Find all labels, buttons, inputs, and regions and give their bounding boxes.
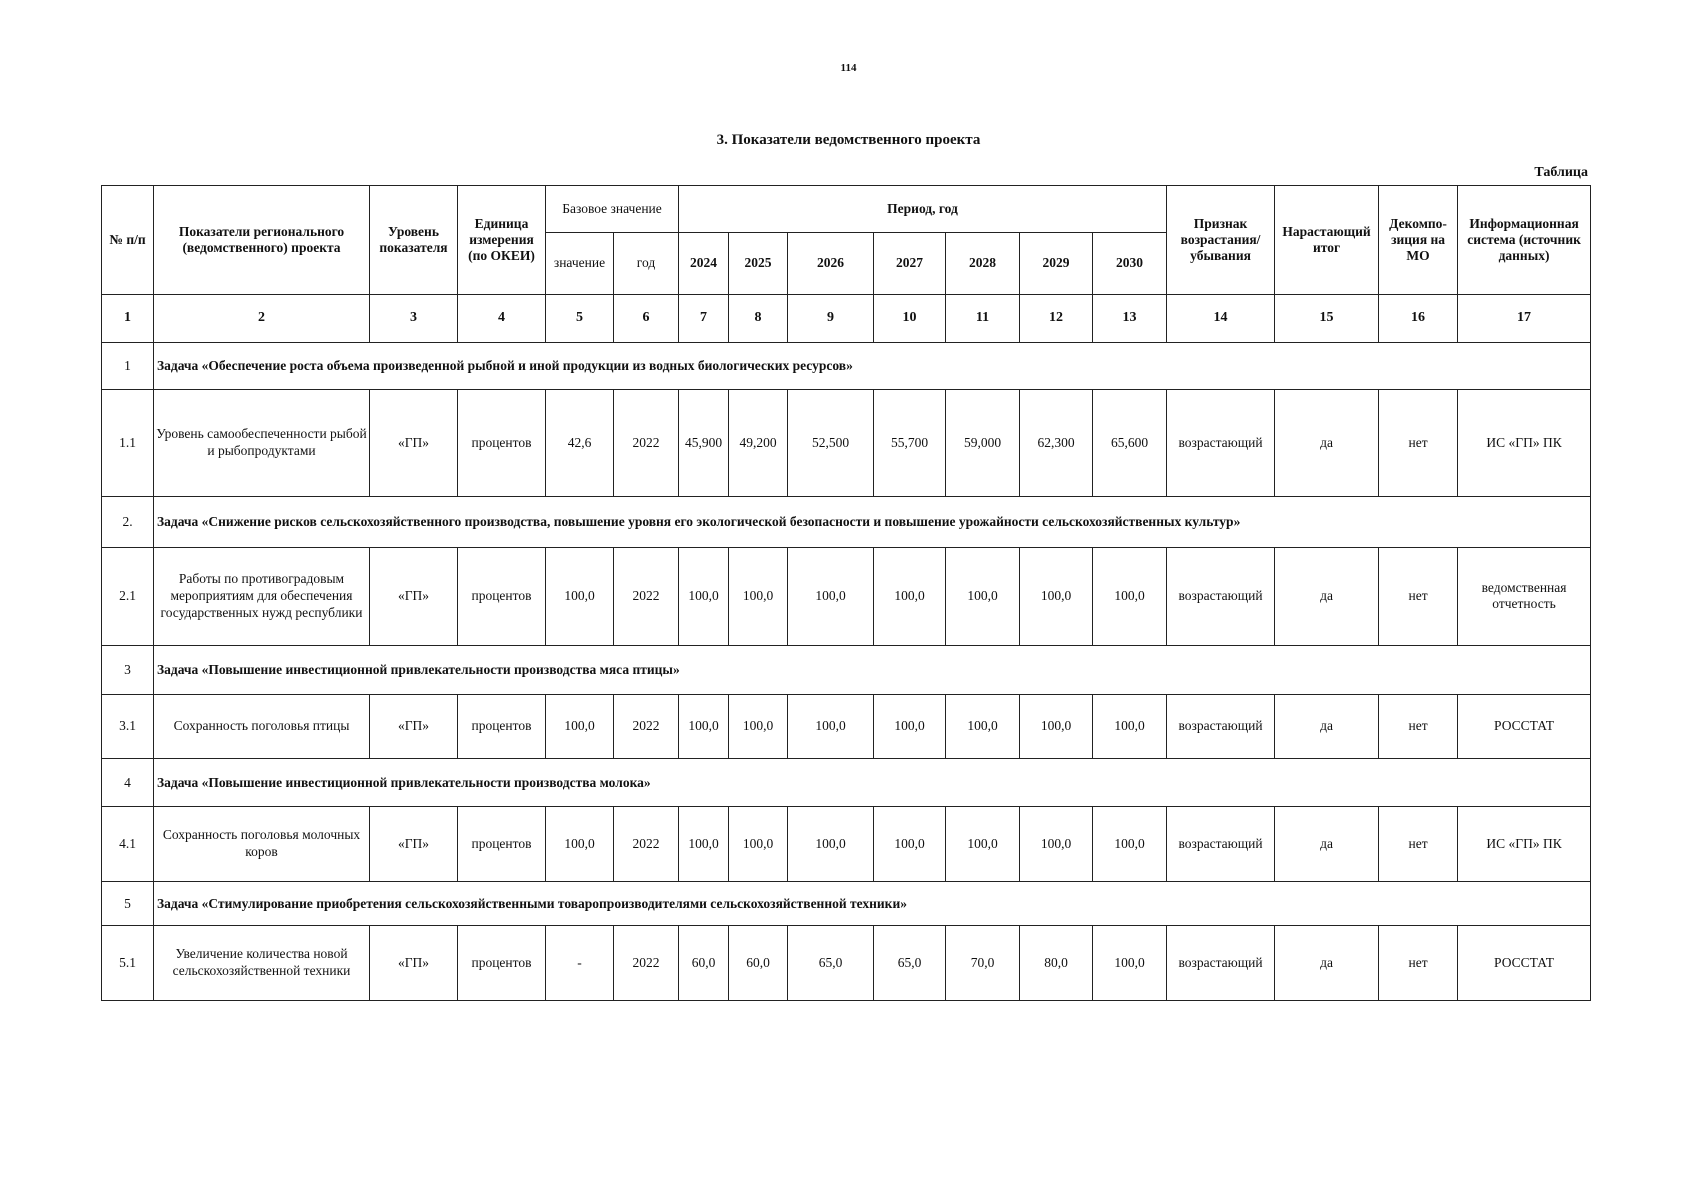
growth-sign: возрастающий [1167,807,1275,882]
indicator-unit: процентов [458,547,546,646]
year-value: 100,0 [946,694,1020,758]
year-value: 60,0 [679,926,729,1001]
cumulative-total: да [1275,926,1379,1001]
header-period: Период, год [679,186,1167,233]
info-system: ИС «ГП» ПК [1458,807,1591,882]
task-description: Задача «Обеспечение роста объема произведенной рыбной и иной продукции из водных биологических ресурсов» [154,343,1591,390]
decomposition: нет [1379,390,1458,497]
header-year: 2029 [1020,233,1093,294]
indicator-number: 4.1 [102,807,154,882]
indicator-unit: процентов [458,926,546,1001]
indicator-level: «ГП» [370,694,458,758]
header-base: Базовое значение [546,186,679,233]
year-value: 100,0 [874,547,946,646]
indicator-unit: процентов [458,807,546,882]
cumulative-total: да [1275,547,1379,646]
column-number: 13 [1093,294,1167,342]
column-number: 2 [154,294,370,342]
header-indicator: Показатели регионального (ведомственного) проекта [154,186,370,295]
indicator-row [102,390,1591,497]
year-value: 100,0 [729,547,788,646]
column-number-row [102,294,1591,342]
header-num: № п/п [102,186,154,295]
year-value: 65,0 [788,926,874,1001]
indicators-table [101,185,1591,1001]
growth-sign: возрастающий [1167,694,1275,758]
base-year: 2022 [614,547,679,646]
info-system: ведомственная отчетность [1458,547,1591,646]
task-row [102,759,1591,807]
base-value: 42,6 [546,390,614,497]
column-number: 17 [1458,294,1591,342]
year-value: 100,0 [1093,694,1167,758]
header-year: 2026 [788,233,874,294]
column-number: 7 [679,294,729,342]
task-row [102,646,1591,694]
task-row [102,343,1591,390]
indicator-row [102,807,1591,882]
task-number: 3 [102,646,154,694]
header-level: Уровень показателя [370,186,458,295]
column-number: 8 [729,294,788,342]
task-description: Задача «Повышение инвестиционной привлекательности производства молока» [154,759,1591,807]
growth-sign: возрастающий [1167,547,1275,646]
header-base-year: год [614,233,679,294]
header-year: 2028 [946,233,1020,294]
base-year: 2022 [614,390,679,497]
indicator-name: Сохранность поголовья молочных коров [154,807,370,882]
year-value: 100,0 [679,547,729,646]
year-value: 62,300 [1020,390,1093,497]
decomposition: нет [1379,547,1458,646]
indicator-number: 1.1 [102,390,154,497]
header-year: 2024 [679,233,729,294]
year-value: 100,0 [1020,547,1093,646]
year-value: 100,0 [1093,807,1167,882]
indicator-name: Сохранность поголовья птицы [154,694,370,758]
task-number: 5 [102,882,154,926]
growth-sign: возрастающий [1167,390,1275,497]
column-number: 6 [614,294,679,342]
info-system: РОССТАТ [1458,694,1591,758]
header-year: 2025 [729,233,788,294]
task-number: 1 [102,343,154,390]
task-row [102,882,1591,926]
task-number: 4 [102,759,154,807]
table-caption: Таблица [1534,165,1588,180]
indicator-row [102,547,1591,646]
base-value: 100,0 [546,694,614,758]
year-value: 49,200 [729,390,788,497]
column-number: 12 [1020,294,1093,342]
header-sign: Признак возрастания/ убывания [1167,186,1275,295]
indicator-unit: процентов [458,390,546,497]
indicator-number: 5.1 [102,926,154,1001]
base-value: 100,0 [546,807,614,882]
year-value: 70,0 [946,926,1020,1001]
year-value: 100,0 [946,547,1020,646]
column-number: 1 [102,294,154,342]
column-number: 4 [458,294,546,342]
decomposition: нет [1379,694,1458,758]
year-value: 45,900 [679,390,729,497]
year-value: 80,0 [1020,926,1093,1001]
page-number: 114 [840,62,857,74]
year-value: 100,0 [679,807,729,882]
cumulative-total: да [1275,807,1379,882]
year-value: 100,0 [788,547,874,646]
header-unit: Единица измерения (по ОКЕИ) [458,186,546,295]
base-year: 2022 [614,926,679,1001]
year-value: 100,0 [1020,807,1093,882]
year-value: 60,0 [729,926,788,1001]
indicator-number: 2.1 [102,547,154,646]
indicator-row [102,694,1591,758]
task-description: Задача «Повышение инвестиционной привлекательности производства мяса птицы» [154,646,1591,694]
info-system: РОССТАТ [1458,926,1591,1001]
info-system: ИС «ГП» ПК [1458,390,1591,497]
header-year: 2027 [874,233,946,294]
decomposition: нет [1379,926,1458,1001]
header-cumulative: Нарастающий итог [1275,186,1379,295]
task-number: 2. [102,497,154,547]
header-info-system: Информационная система (источник данных) [1458,186,1591,295]
indicator-level: «ГП» [370,926,458,1001]
year-value: 55,700 [874,390,946,497]
indicator-name: Увеличение количества новой сельскохозяйственной техники [154,926,370,1001]
section-title: 3. Показатели ведомственного проекта [716,132,981,148]
indicator-row [102,926,1591,1001]
indicator-level: «ГП» [370,390,458,497]
column-number: 9 [788,294,874,342]
header-year: 2030 [1093,233,1167,294]
column-number: 10 [874,294,946,342]
indicator-name: Уровень самообеспеченности рыбой и рыбопродуктами [154,390,370,497]
task-description: Задача «Снижение рисков сельскохозяйственного производства, повышение уровня его экологической безопасности и повышение урожайности сельскохозяйственных культур» [154,497,1591,547]
base-value: - [546,926,614,1001]
year-value: 100,0 [729,807,788,882]
column-number: 14 [1167,294,1275,342]
indicator-level: «ГП» [370,547,458,646]
indicator-level: «ГП» [370,807,458,882]
base-value: 100,0 [546,547,614,646]
header-base-value: значение [546,233,614,294]
column-number: 11 [946,294,1020,342]
header-row-top [102,186,1591,233]
column-number: 15 [1275,294,1379,342]
base-year: 2022 [614,694,679,758]
year-value: 100,0 [946,807,1020,882]
indicator-number: 3.1 [102,694,154,758]
year-value: 100,0 [1020,694,1093,758]
indicator-name: Работы по противоградовым мероприятиям для обеспечения государственных нужд республики [154,547,370,646]
year-value: 100,0 [788,694,874,758]
cumulative-total: да [1275,390,1379,497]
year-value: 100,0 [788,807,874,882]
year-value: 52,500 [788,390,874,497]
year-value: 100,0 [874,807,946,882]
year-value: 65,600 [1093,390,1167,497]
column-number: 5 [546,294,614,342]
task-description: Задача «Стимулирование приобретения сельскохозяйственными товаропроизводителями сельскохозяйственной техники» [154,882,1591,926]
indicator-unit: процентов [458,694,546,758]
column-number: 16 [1379,294,1458,342]
header-decomposition: Декомпо- зиция на МО [1379,186,1458,295]
year-value: 100,0 [1093,926,1167,1001]
growth-sign: возрастающий [1167,926,1275,1001]
year-value: 100,0 [679,694,729,758]
cumulative-total: да [1275,694,1379,758]
year-value: 100,0 [874,694,946,758]
decomposition: нет [1379,807,1458,882]
column-number: 3 [370,294,458,342]
base-year: 2022 [614,807,679,882]
task-row [102,497,1591,547]
year-value: 65,0 [874,926,946,1001]
year-value: 100,0 [1093,547,1167,646]
year-value: 100,0 [729,694,788,758]
year-value: 59,000 [946,390,1020,497]
